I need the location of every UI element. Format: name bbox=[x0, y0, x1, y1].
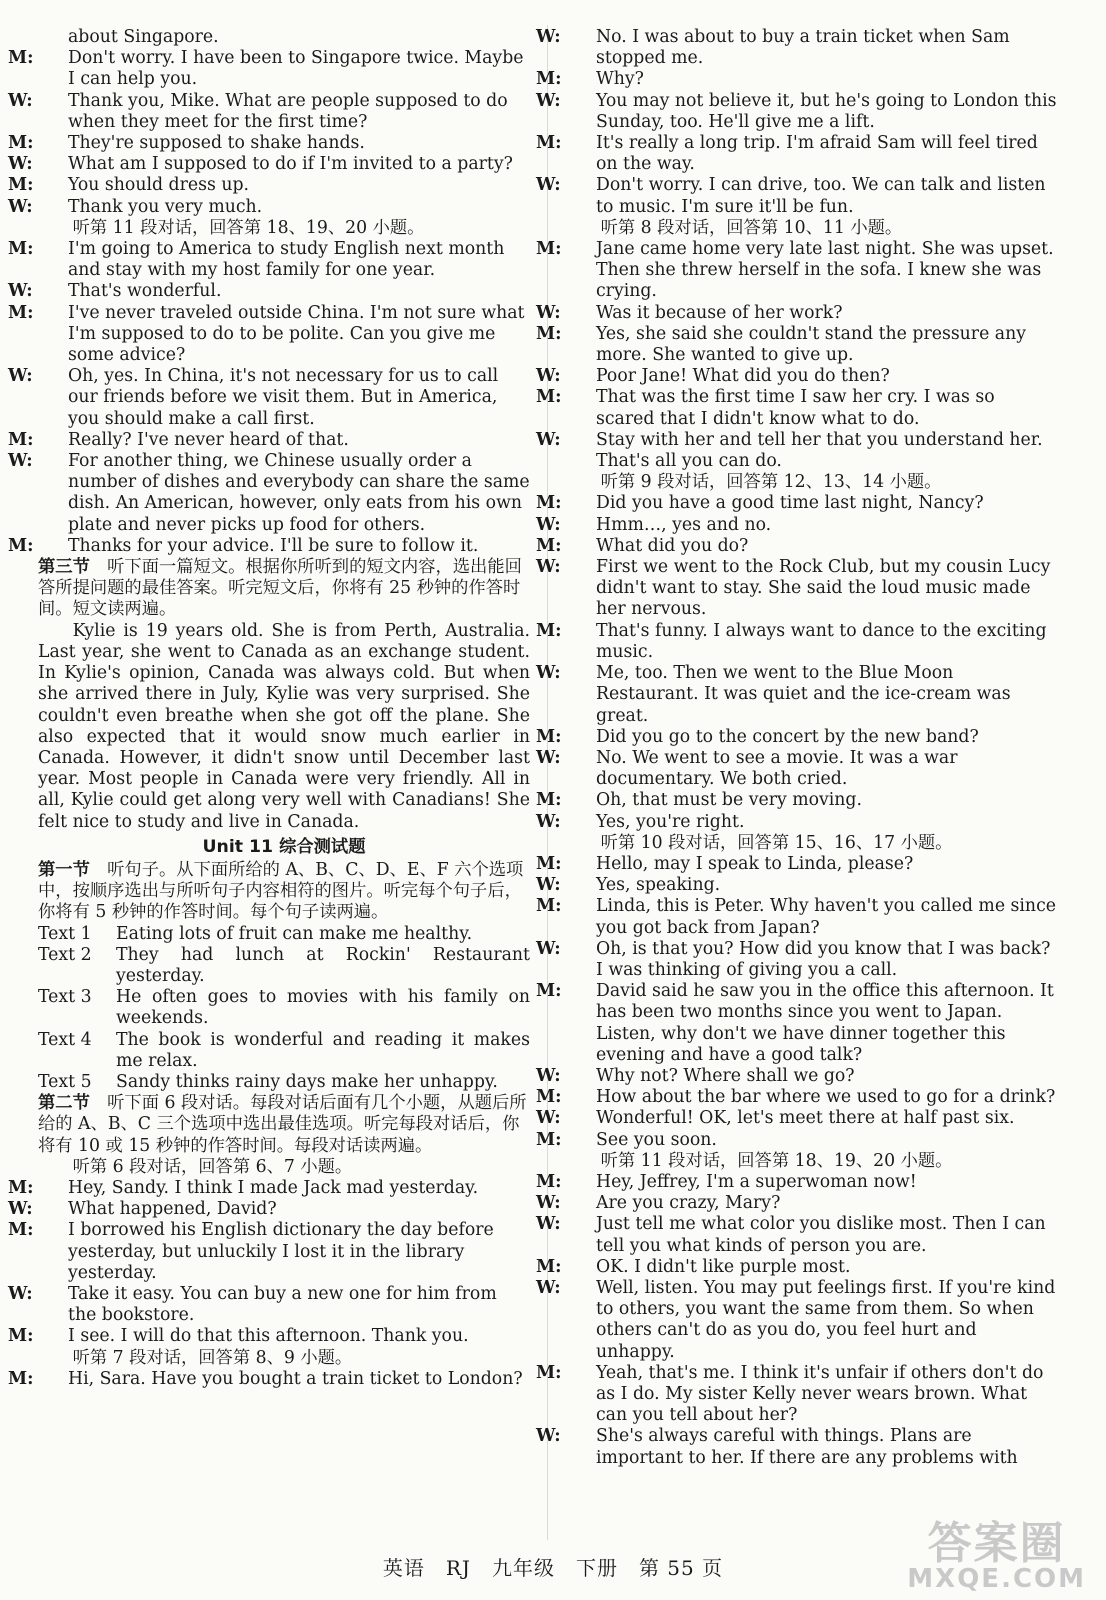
dialogue-line bbox=[536, 853, 1058, 875]
dialogue-line bbox=[536, 1171, 1058, 1193]
dialogue-text: Why? bbox=[596, 69, 644, 90]
speaker-label: M: bbox=[8, 1177, 34, 1198]
dialogue-text: What am I supposed to do if I'm invited to a party? bbox=[68, 154, 513, 175]
dialogue-text: Hey, Sandy. I think I made Jack mad yesterday. bbox=[68, 1177, 479, 1198]
dialogue-text: I've never traveled outside China. I'm not sure what I'm supposed to do to be polite. Can you give me some advice? bbox=[68, 302, 525, 366]
dialogue-line bbox=[536, 69, 1058, 90]
dialogue-text: Hi, Sara. Have you bought a train ticket to London? bbox=[68, 1368, 523, 1389]
speaker-label: W: bbox=[536, 1214, 561, 1235]
dialogue-text: Don't worry. I can drive, too. We can talk and listen to music. I'm sure it'll be fun. bbox=[596, 175, 1046, 217]
dialogue-text: See you soon. bbox=[596, 1129, 717, 1150]
dialogue-text: Are you crazy, Mary? bbox=[596, 1193, 781, 1214]
speaker-label: M: bbox=[536, 1256, 562, 1277]
dialogue-text: Jane came home very late last night. She was upset. Then she threw herself in the sofa. I knew she was crying. bbox=[596, 239, 1054, 302]
text-item-label: Text 1 bbox=[38, 923, 92, 944]
dialogue-line bbox=[8, 90, 530, 133]
dialogue-text: You may not believe it, but he's going to London this Sunday, too. He'll give me a lift. bbox=[596, 90, 1057, 132]
dialogue-line bbox=[536, 811, 1058, 833]
dialogue-text: Did you go to the concert by the new band? bbox=[596, 726, 979, 747]
speaker-label: W: bbox=[8, 154, 33, 175]
dialogue-text: That was the first time I saw her cry. I was so scared that I didn't know what to do. bbox=[596, 387, 995, 429]
dialogue-text: I see. I will do that this afternoon. Thank you. bbox=[68, 1326, 469, 1347]
dialogue-text: No. We went to see a movie. It was a war documentary. We both cried. bbox=[596, 747, 958, 790]
dialogue-text: Hmm…, yes and no. bbox=[596, 514, 772, 535]
dialogue-text: It's really a long trip. I'm afraid Sam will feel tired on the way. bbox=[596, 133, 1038, 175]
dialogue-line bbox=[8, 175, 530, 196]
speaker-label: W: bbox=[536, 514, 561, 535]
speaker-label: W: bbox=[8, 281, 33, 302]
text-item-label: Text 5 bbox=[38, 1071, 92, 1092]
section-text: 听下面一篇短文。根据你所听到的短文内容，选出能回答所提问题的最佳答案。听完短文后，你将有 25 秒钟的作答时间。短文读两遍。 bbox=[38, 557, 522, 620]
dialogue-line bbox=[536, 302, 1058, 324]
dialogue-line bbox=[536, 27, 1058, 69]
dialogue-text: Oh, yes. In China, it's not necessary for us to call our friends before we visit them. But in America, you should make a call first. bbox=[68, 366, 499, 429]
section-instruction bbox=[38, 860, 530, 924]
speaker-label: W: bbox=[536, 366, 561, 387]
dialogue-heading: 听第 11 段对话，回答第 18、19、20 小题。 bbox=[72, 217, 425, 238]
dialogue-text: I borrowed his English dictionary the day before yesterday, but unluckily I lost it in the library yesterday. bbox=[68, 1220, 494, 1283]
speaker-label: M: bbox=[536, 1171, 562, 1192]
speaker-label: M: bbox=[536, 726, 562, 747]
speaker-label: W: bbox=[536, 302, 561, 323]
dialogue-text: Wonderful! OK, let's meet there at half past six. bbox=[596, 1108, 1015, 1129]
section-text: 听下面 6 段对话。每段对话后面有几个小题，从题后所给的 A、B、C 三个选项中选出最佳选项。听完每段对话后，你将有 10 或 15 秒钟的作答时间。每段对话读两遍。 bbox=[38, 1093, 527, 1156]
dialogue-text: Why not? Where shall we go? bbox=[596, 1065, 855, 1086]
dialogue-line bbox=[8, 429, 530, 451]
dialogue-text: For another thing, we Chinese usually order a number of dishes and everybody can share the same dish. An American, however, only eats from his own plate and never picks up food for others. bbox=[68, 451, 530, 535]
dialogue-line bbox=[8, 239, 530, 281]
speaker-label: M: bbox=[536, 239, 562, 260]
speaker-label: W: bbox=[8, 1199, 33, 1220]
speaker-label: M: bbox=[8, 133, 34, 154]
dialogue-line bbox=[8, 133, 530, 154]
speaker-label: W: bbox=[536, 747, 561, 768]
dialogue-text: They're supposed to shake hands. bbox=[68, 133, 365, 154]
dialogue-text: Linda, this is Peter. Why haven't you called me since you got back from Japan? bbox=[596, 896, 1056, 938]
dialogue-text: What did you do? bbox=[596, 535, 749, 556]
watermark-text: 答案圈 bbox=[927, 1518, 1066, 1569]
dialogue-text: Was it because of her work? bbox=[596, 302, 843, 323]
speaker-label: M: bbox=[8, 1368, 34, 1389]
dialogue-line bbox=[536, 535, 1058, 557]
speaker-label: M: bbox=[8, 175, 34, 196]
dialogue-line bbox=[536, 1277, 1058, 1363]
dialogue-heading: 听第 10 段对话，回答第 15、16、17 小题。 bbox=[600, 832, 953, 853]
speaker-label: M: bbox=[8, 535, 34, 556]
dialogue-line bbox=[8, 451, 530, 536]
dialogue-line bbox=[536, 90, 1058, 133]
dialogue-line bbox=[8, 1368, 530, 1390]
speaker-label: M: bbox=[536, 133, 562, 154]
dialogue-heading: 听第 9 段对话，回答第 12、13、14 小题。 bbox=[600, 472, 942, 493]
dialogue-text: First we went to the Rock Club, but my cousin Lucy didn't want to stay. She said the loud music made her nervous. bbox=[596, 557, 1051, 620]
speaker-label: M: bbox=[8, 1220, 34, 1241]
dialogue-line bbox=[536, 366, 1058, 387]
speaker-label: M: bbox=[536, 69, 562, 90]
speaker-label: M: bbox=[536, 1362, 562, 1383]
speaker-label: M: bbox=[536, 535, 562, 556]
dialogue-text: Stay with her and tell her that you understand her. That's all you can do. bbox=[596, 429, 1043, 472]
speaker-label: M: bbox=[536, 1087, 562, 1108]
dialogue-text: Yes, she said she couldn't stand the pressure any more. She wanted to give up. bbox=[596, 323, 1026, 366]
speaker-label: M: bbox=[8, 429, 34, 450]
dialogue-text: OK. I didn't like purple most. bbox=[596, 1256, 851, 1277]
speaker-label: M: bbox=[8, 302, 34, 323]
speaker-label: M: bbox=[8, 1326, 34, 1347]
speaker-label: W: bbox=[536, 1193, 561, 1214]
dialogue-text: Oh, that must be very moving. bbox=[596, 790, 862, 811]
section-text: 听句子。从下面所给的 A、B、C、D、E、F 六个选项中，按顺序选出与所听句子内容相符的图片。听完每个句子后，你将有 5 秒钟的作答时间。每个句子读两遍。 bbox=[38, 859, 524, 923]
dialogue-line bbox=[536, 323, 1058, 366]
speaker-label: W: bbox=[536, 811, 561, 832]
dialogue-line bbox=[8, 196, 530, 218]
dialogue-line bbox=[536, 239, 1058, 303]
speaker-label: M: bbox=[536, 896, 562, 917]
speaker-label: M: bbox=[536, 323, 562, 344]
dialogue-text: Just tell me what color you dislike most. Then I can tell you what kinds of person you are. bbox=[596, 1214, 1046, 1256]
left-column bbox=[8, 27, 530, 1390]
speaker-label: M: bbox=[8, 48, 34, 69]
dialogue-text: You should dress up. bbox=[68, 175, 250, 196]
dialogue-line bbox=[536, 790, 1058, 811]
dialogue-line bbox=[536, 747, 1058, 790]
speaker-label: W: bbox=[536, 1426, 561, 1447]
speaker-label: W: bbox=[8, 451, 33, 472]
dialogue-line bbox=[536, 387, 1058, 429]
dialogue-text: Yes, speaking. bbox=[596, 875, 721, 896]
dialogue-heading: 听第 6 段对话，回答第 6、7 小题。 bbox=[72, 1156, 353, 1177]
dialogue-text: What happened, David? bbox=[68, 1199, 277, 1220]
page-footer: 英语 RJ 九年级 下册 第 55 页 bbox=[382, 1556, 724, 1580]
speaker-label: M: bbox=[536, 620, 562, 641]
dialogue-line bbox=[8, 1326, 530, 1347]
dialogue-text: Yeah, that's me. I think it's unfair if others don't do as I do. My sister Kelly never wears brown. What can you tell about her? bbox=[596, 1362, 1044, 1426]
dialogue-text: Take it easy. You can buy a new one for him from the bookstore. bbox=[68, 1283, 497, 1326]
speaker-label: W: bbox=[536, 175, 561, 196]
dialogue-line bbox=[8, 366, 530, 430]
speaker-label: W: bbox=[8, 1283, 33, 1304]
dialogue-heading: 听第 11 段对话，回答第 18、19、20 小题。 bbox=[600, 1150, 953, 1171]
dialogue-line bbox=[8, 302, 530, 367]
dialogue-text: Don't worry. I have been to Singapore twice. Maybe I can help you. bbox=[68, 48, 524, 90]
dialogue-line bbox=[8, 48, 530, 90]
dialogue-line bbox=[536, 1129, 1058, 1151]
dialogue-line bbox=[536, 493, 1058, 514]
dialogue-line bbox=[8, 281, 530, 302]
text-item-label: Text 4 bbox=[38, 1029, 92, 1050]
dialogue-line bbox=[536, 1214, 1058, 1256]
speaker-label: M: bbox=[536, 853, 562, 874]
dialogue-text: How about the bar where we used to go for a drink? bbox=[596, 1087, 1056, 1108]
text-item-label: Text 2 bbox=[38, 944, 92, 965]
speaker-label: W: bbox=[536, 27, 561, 47]
speaker-label: M: bbox=[536, 1129, 562, 1150]
dialogue-text: Yes, you're right. bbox=[596, 811, 745, 832]
dialogue-text: Thank you very much. bbox=[68, 196, 263, 217]
dialogue-line bbox=[536, 875, 1058, 896]
dialogue-text: Did you have a good time last night, Nancy? bbox=[596, 493, 984, 514]
speaker-label: M: bbox=[8, 239, 34, 260]
dialogue-text: Thank you, Mike. What are people supposed to do when they meet for the first time? bbox=[68, 90, 508, 132]
dialogue-line bbox=[536, 1256, 1058, 1278]
unit-title: Unit 11 综合测试题 bbox=[202, 836, 366, 857]
dialogue-heading: 听第 8 段对话，回答第 10、11 小题。 bbox=[600, 217, 903, 238]
speaker-label: W: bbox=[536, 875, 561, 896]
dialogue-continuation: about Singapore. bbox=[68, 27, 219, 47]
dialogue-line bbox=[536, 429, 1058, 472]
dialogue-line bbox=[536, 1065, 1058, 1087]
dialogue-text: Thanks for your advice. I'll be sure to follow it. bbox=[68, 535, 479, 556]
speaker-label: W: bbox=[536, 557, 561, 578]
passage-paragraph: Kylie is 19 years old. She is from Perth, Australia. Last year, she went to Canada as an exchange student. In Kylie's opinion, Canada was always cold. But when she arrived there in July, Kylie was very surprised. She couldn't even breathe when she got off the plane. She also expected that it would snow much earlier in Canada. However, it didn't snow until December last year. Most people in Canada were very friendly. All in all, Kylie could get along very well with Canadians! She felt nice to study and live in Canada. bbox=[38, 620, 530, 832]
dialogue-heading: 听第 7 段对话，回答第 8、9 小题。 bbox=[72, 1347, 353, 1368]
speaker-label: M: bbox=[536, 387, 562, 408]
watermark-url: MXQE.COM bbox=[907, 1564, 1086, 1594]
dialogue-line bbox=[536, 1108, 1058, 1129]
dialogue-line bbox=[536, 133, 1058, 175]
dialogue-text: She's always careful with things. Plans are important to her. If there are any problems with bbox=[596, 1426, 1018, 1468]
right-column bbox=[536, 27, 1058, 1469]
dialogue-text: Hey, Jeffrey, I'm a superwoman now! bbox=[596, 1171, 917, 1192]
speaker-label: W: bbox=[8, 196, 33, 217]
dialogue-line bbox=[536, 175, 1058, 217]
speaker-label: W: bbox=[536, 90, 561, 111]
text-item-sentence: He often goes to movies with his family on weekends. bbox=[116, 987, 530, 1029]
dialogue-line bbox=[536, 620, 1058, 663]
dialogue-line bbox=[8, 1199, 530, 1220]
dialogue-line bbox=[536, 726, 1058, 748]
speaker-label: M: bbox=[536, 493, 562, 514]
dialogue-text: Hello, may I speak to Linda, please? bbox=[596, 853, 914, 874]
dialogue-line bbox=[536, 1362, 1058, 1427]
speaker-label: W: bbox=[536, 429, 561, 450]
speaker-label: M: bbox=[536, 790, 562, 811]
dialogue-line bbox=[536, 1193, 1058, 1214]
text-item-sentence: Sandy thinks rainy days make her unhappy. bbox=[116, 1071, 498, 1092]
dialogue-text: Me, too. Then we went to the Blue Moon Restaurant. It was quiet and the ice-cream was great. bbox=[596, 663, 1011, 726]
dialogue-line bbox=[8, 1220, 530, 1284]
dialogue-line bbox=[536, 981, 1058, 1066]
speaker-label: W: bbox=[8, 366, 33, 387]
dialogue-line bbox=[536, 938, 1058, 981]
text-item bbox=[38, 924, 530, 945]
dialogue-text: Poor Jane! What did you do then? bbox=[596, 366, 890, 387]
section-label: 第二节 bbox=[38, 1093, 90, 1114]
text-item bbox=[38, 1030, 530, 1072]
dialogue-line bbox=[536, 663, 1058, 727]
section-instruction bbox=[38, 557, 530, 621]
section-label: 第三节 bbox=[38, 557, 90, 578]
dialogue-text: Really? I've never heard of that. bbox=[68, 429, 349, 450]
section-instruction bbox=[38, 1093, 530, 1157]
speaker-label: W: bbox=[536, 1277, 561, 1298]
text-item-sentence: Eating lots of fruit can make me healthy. bbox=[116, 923, 473, 944]
section-label: 第一节 bbox=[38, 859, 90, 880]
text-item bbox=[38, 1072, 530, 1093]
speaker-label: W: bbox=[536, 663, 561, 684]
text-item bbox=[38, 987, 530, 1029]
dialogue-line bbox=[8, 1283, 530, 1326]
dialogue-line bbox=[536, 514, 1058, 536]
text-item-sentence: They had lunch at Rockin' Restaurant yesterday. bbox=[116, 944, 530, 986]
dialogue-line bbox=[8, 535, 530, 557]
dialogue-line bbox=[8, 1177, 530, 1199]
dialogue-text: That's funny. I always want to dance to the exciting music. bbox=[596, 620, 1047, 662]
speaker-label: M: bbox=[536, 981, 562, 1002]
dialogue-text: No. I was about to buy a train ticket when Sam stopped me. bbox=[596, 27, 1010, 69]
text-item bbox=[38, 945, 530, 987]
dialogue-text: That's wonderful. bbox=[68, 281, 222, 302]
dialogue-text: Well, listen. You may put feelings first. If you're kind to others, you want the same from them. So when others can't do as you do, you feel hurt and unhappy. bbox=[596, 1277, 1056, 1362]
dialogue-text: Oh, is that you? How did you know that I was back? I was thinking of giving you a call. bbox=[596, 938, 1051, 980]
watermark-logo bbox=[907, 1518, 1086, 1594]
speaker-label: W: bbox=[8, 90, 33, 111]
speaker-label: W: bbox=[536, 1065, 561, 1086]
dialogue-line bbox=[536, 896, 1058, 938]
dialogue-text: I'm going to America to study English next month and stay with my host family for one year. bbox=[68, 239, 505, 281]
dialogue-line bbox=[536, 1426, 1058, 1468]
dialogue-line bbox=[536, 557, 1058, 621]
dialogue-line bbox=[8, 154, 530, 175]
speaker-label: W: bbox=[536, 1108, 561, 1129]
speaker-label: W: bbox=[536, 938, 561, 959]
dialogue-text: David said he saw you in the office this afternoon. It has been two months since you went to Japan. Listen, why don't we have dinner together this evening and have a good talk? bbox=[596, 981, 1054, 1065]
text-item-sentence: The book is wonderful and reading it makes me relax. bbox=[116, 1029, 530, 1071]
text-item-label: Text 3 bbox=[38, 987, 92, 1008]
dialogue-line bbox=[536, 1087, 1058, 1108]
